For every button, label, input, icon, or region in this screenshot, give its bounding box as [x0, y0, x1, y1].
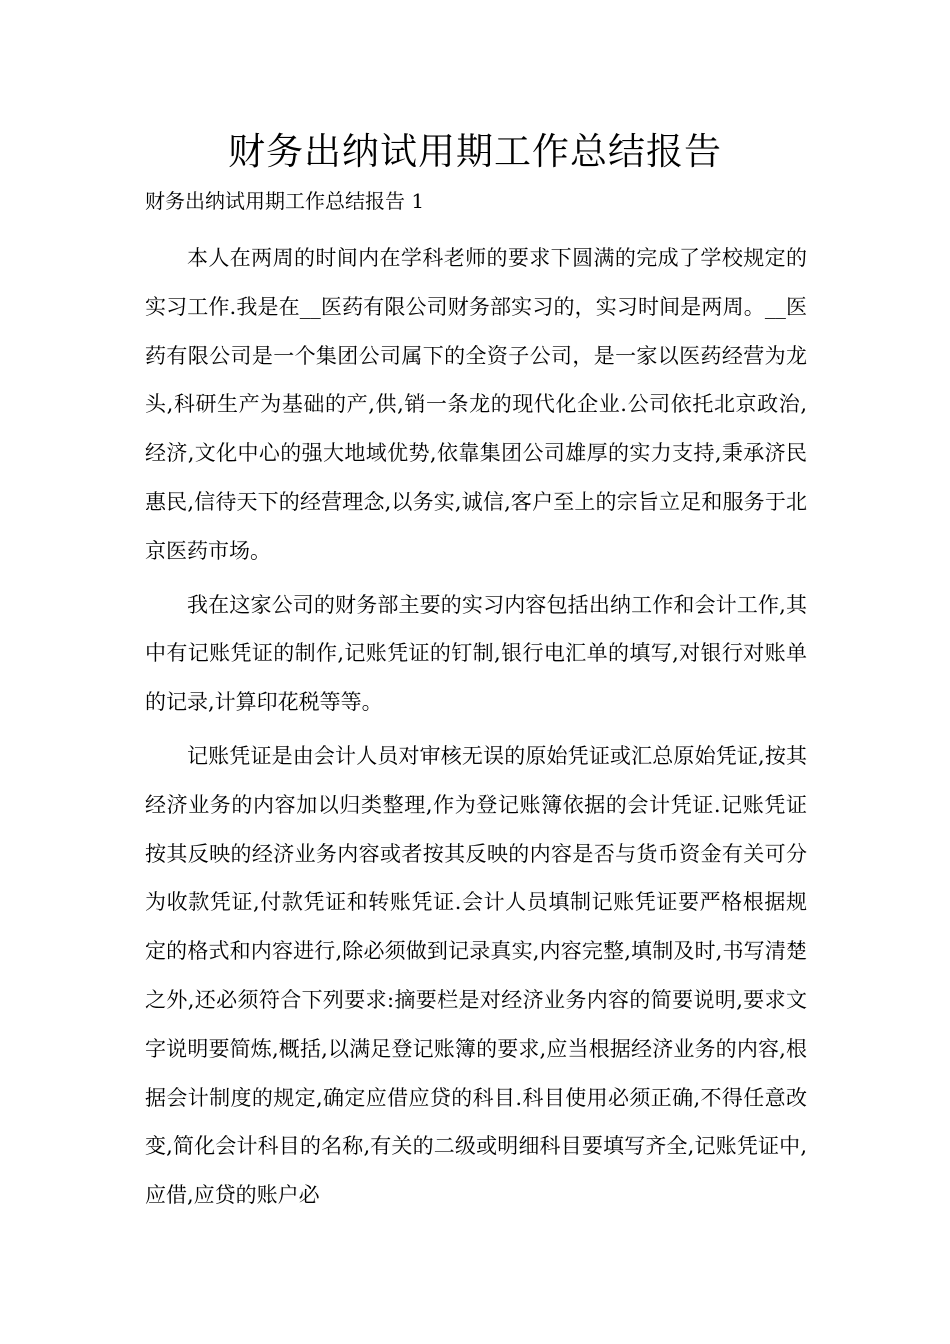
document-body: [145, 234, 807, 1225]
section-heading: 财务出纳试用期工作总结报告 1: [145, 189, 425, 213]
paragraph-1: 本人在两周的时间内在学科老师的要求下圆满的完成了学校规定的实习工作.我是在__医药有限公司财务部实习的，实习时间是两周。__医药有限公司是一个集团公司属下的全资子公司，是一家以医药经营为龙头,科研生产为基础的产,供,销一条龙的现代化企业.公司依托北京政治,经济,文化中心的强大地域优势,依靠集团公司雄厚的实力支持,秉承济民惠民,信待天下的经营理念,以务实,诚信,客户至上的宗旨立足和服务于北京医药市场。: [145, 246, 807, 563]
paragraph-2: 我在这家公司的财务部主要的实习内容包括出纳工作和会计工作,其中有记账凭证的制作,记账凭证的钉制,银行电汇单的填写,对银行对账单的记录,计算印花税等等。: [145, 592, 807, 715]
document-title: 财务出纳试用期工作总结报告: [228, 130, 722, 173]
paragraph-3: 记账凭证是由会计人员对审核无误的原始凭证或汇总原始凭证,按其经济业务的内容加以归类整理,作为登记账簿依据的会计凭证.记账凭证按其反映的经济业务内容或者按其反映的内容是否与货币资金有关可分为收款凭证,付款凭证和转账凭证.会计人员填制记账凭证要严格根据规定的格式和内容进行,除必须做到记录真实,内容完整,填制及时,书写清楚之外,还必须符合下列要求:摘要栏是对经济业务内容的简要说明,要求文字说明要简炼,概括,以满足登记账簿的要求,应当根据经济业务的内容,根据会计制度的规定,确定应借应贷的科目.科目使用必须正确,不得任意改变,简化会计科目的名称,有关的二级或明细科目要填写齐全,记账凭证中,应借,应贷的账户必: [145, 743, 807, 1208]
